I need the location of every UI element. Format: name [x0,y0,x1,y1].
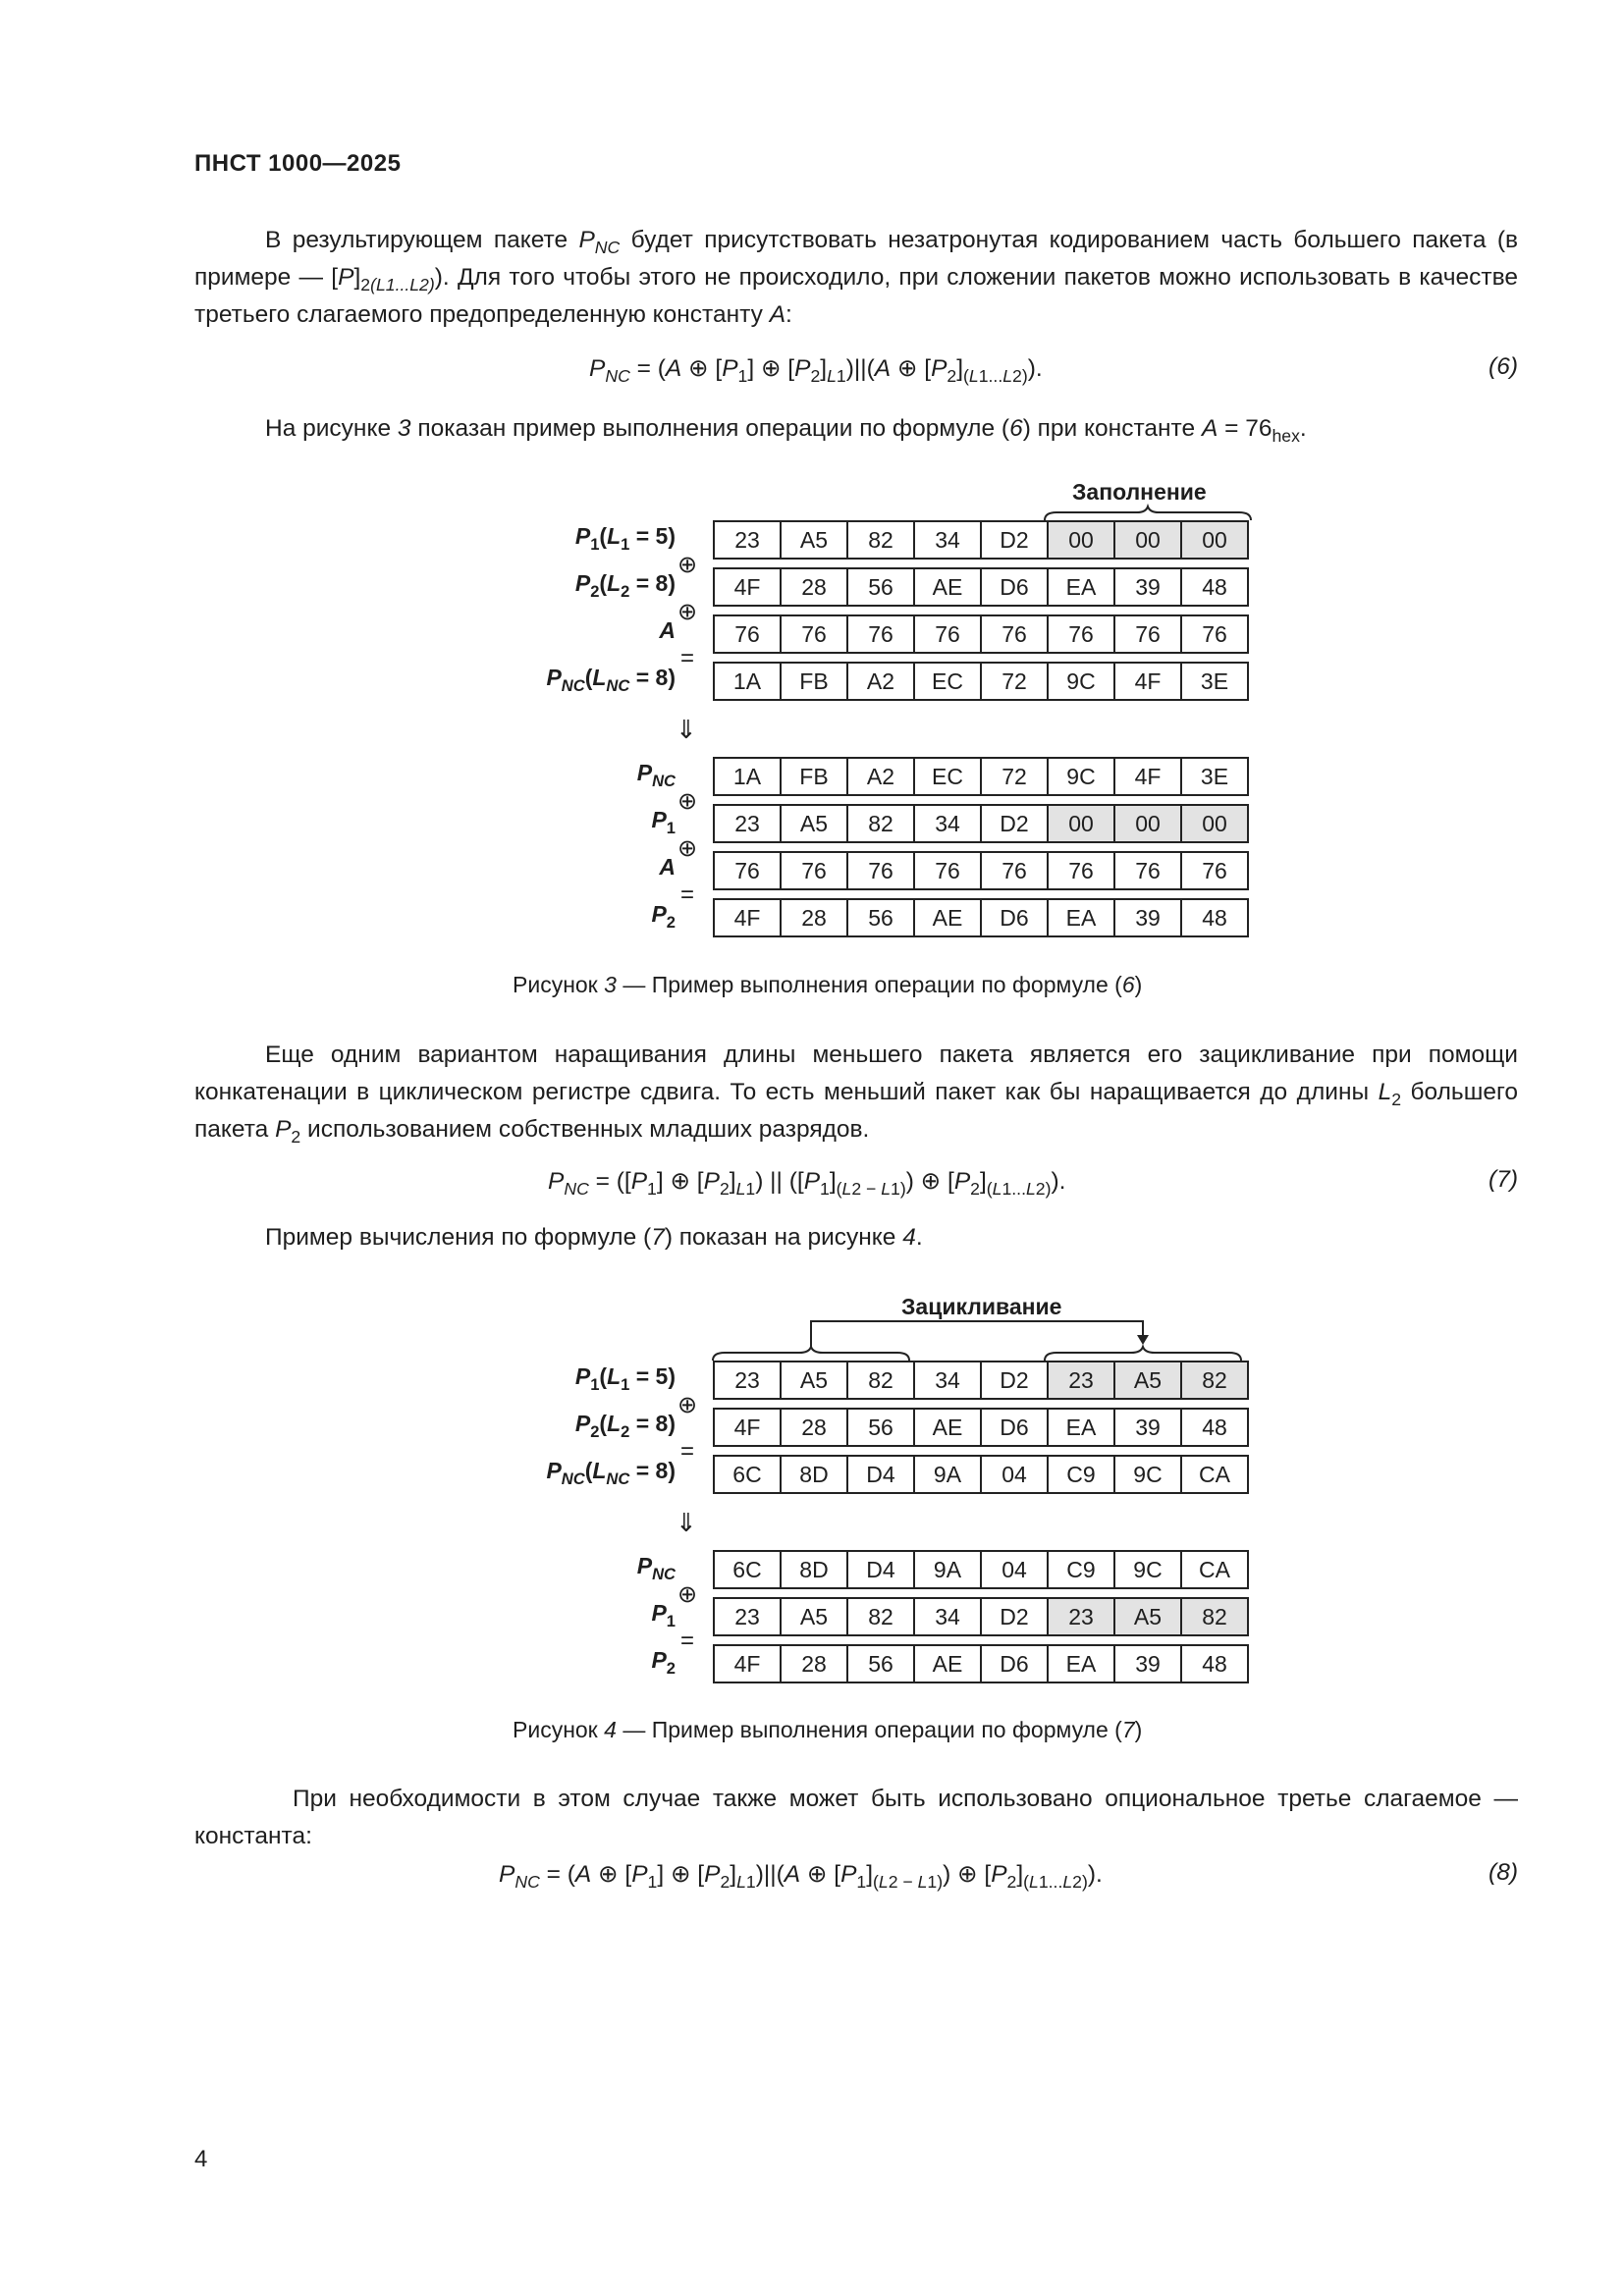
cell: A5 [781,805,847,842]
cell: 82 [1181,1598,1248,1635]
cell: 04 [981,1551,1048,1588]
cell: 39 [1114,1409,1181,1446]
cell: 4F [714,899,781,936]
cell: 28 [781,899,847,936]
fig3-caption: Рисунок 3 — Пример выполнения операции по формуле (6) [513,972,1143,997]
fig4-row-p2 [714,1409,1248,1446]
cell: A2 [847,758,914,795]
fig4-label-p1-2: $P_1$ [651,1600,676,1630]
cell: AE [914,899,981,936]
fig3-label-p2: $P_2(L_2 = 8)$ [574,570,676,601]
cell: 48 [1181,1409,1248,1446]
cell: 76 [781,852,847,889]
paragraph-5: При необходимости в этом случае также может быть использовано опциональное третье слагаемое — константа: [194,1786,1518,1849]
formula-7: $P_{NC} = ([P_1]$ ⊕ $[P_2]_{L1}$) || $([P_1]_{(L2 - L1)})$ ⊕ $[P_2]_{(L1...L2)}$). [548,1168,1066,1199]
fig3-row-p2 [714,568,1248,606]
cell: 9C [1048,758,1114,795]
cell: 34 [914,521,981,559]
cell: 4F [1114,758,1181,795]
cell: EC [914,758,981,795]
cell: 23 [1048,1362,1114,1399]
cell: D2 [981,521,1048,559]
cell: 72 [981,663,1048,700]
cell: 28 [781,1645,847,1682]
cell: 76 [714,615,781,653]
fig4-down-arrow: ⇓ [676,1508,697,1537]
cell: 76 [781,615,847,653]
cell: 23 [1048,1598,1114,1635]
fig4-table-b3 [713,1644,1249,1683]
fig3-op-1: ⊕ [677,552,698,578]
cell: 76 [847,852,914,889]
cell: 6C [714,1551,781,1588]
cell: D6 [981,1645,1048,1682]
cell: 48 [1181,899,1248,936]
cell: 3E [1181,663,1248,700]
cell: 9C [1114,1456,1181,1493]
cell: 9A [914,1456,981,1493]
fig3-label-p2-2: $P_2$ [651,901,676,932]
cell: 00 [1114,805,1181,842]
cell: 8D [781,1456,847,1493]
equation-number-8: (8) [1489,1859,1518,1886]
fig4-row-b2 [714,1598,1248,1635]
cell: 82 [847,805,914,842]
fig3-op-4: ⊕ [677,788,698,815]
cell: D2 [981,805,1048,842]
fig3-title: Заполнение [1072,479,1207,505]
cell: EC [914,663,981,700]
cell: 00 [1048,805,1114,842]
cell: 76 [1181,615,1248,653]
cell: 76 [714,852,781,889]
fig3-row-b2 [714,805,1248,842]
cell: 76 [1114,852,1181,889]
cell: 8D [781,1551,847,1588]
cell: 1A [714,663,781,700]
cell: EA [1048,899,1114,936]
cell: 1A [714,758,781,795]
fig3-down-arrow: ⇓ [676,715,697,744]
fig3-op-2: ⊕ [677,599,698,625]
fig3-label-a: A [659,617,676,643]
cell: D6 [981,1409,1048,1446]
fig4-title: Зацикливание [901,1294,1062,1319]
formula-6: $P_{NC} = (A$ ⊕ $[P_1]$ ⊕ $[P_2]_{L1})||(A$ ⊕ $[P_2]_{(L1...L2)}$). [589,355,1043,386]
cell: A5 [781,1598,847,1635]
paragraph-2: На рисунке 3 показан пример выполнения операции по формуле (6) при константе $A = 76_{hex}$. [265,415,1307,446]
cell: 56 [847,1645,914,1682]
cell: C9 [1048,1456,1114,1493]
cell: CA [1181,1551,1248,1588]
cell: 34 [914,1598,981,1635]
fig3-table-b2 [713,804,1249,843]
fig3-row-b1 [714,758,1248,795]
cell: 76 [1181,852,1248,889]
cell: AE [914,1645,981,1682]
cell: 34 [914,1362,981,1399]
document-header: ПНСТ 1000—2025 [194,150,402,177]
cell: 76 [981,852,1048,889]
page-number: 4 [194,2146,208,2172]
cell: AE [914,1409,981,1446]
fig3-row-p1 [714,521,1248,559]
cell: 23 [714,521,781,559]
cell: 00 [1181,521,1248,559]
cell: 4F [714,568,781,606]
cell: 00 [1048,521,1114,559]
cell: EA [1048,1645,1114,1682]
cell: 72 [981,758,1048,795]
fig4-row-b3 [714,1645,1248,1682]
fig3-op-3: = [679,645,694,671]
cell: A5 [1114,1598,1181,1635]
fig4-op-2: = [679,1438,694,1465]
fig4-brace [711,1319,1253,1362]
cell: 76 [847,615,914,653]
cell: 23 [714,1362,781,1399]
fig3-op-5: ⊕ [677,835,698,862]
fig4-label-pnc: $P_{NC}(L_{NC} = 8)$ [546,1458,676,1488]
fig4-label-p2: $P_2(L_2 = 8)$ [574,1411,676,1441]
fig3-label-pnc-2: $P_{NC}$ [636,760,676,790]
cell: D4 [847,1456,914,1493]
fig3-op-6: = [679,881,694,908]
cell: 00 [1181,805,1248,842]
fig4-op-4: = [679,1628,694,1654]
cell: D4 [847,1551,914,1588]
paragraph-1: В результирующем пакете $P_{NC}$ будет присутствовать незатронутая кодированием часть большего пакета (в примере — $[P]_{2(L1...L2)}$). Для того чтобы этого не происходило, при сложении пакетов можно использовать в качестве третьего слагаемого предопределенную константу A: [194,227,1519,328]
cell: A5 [781,521,847,559]
cell: 9C [1048,663,1114,700]
cell: EA [1048,568,1114,606]
fig4-row-p1 [714,1362,1248,1399]
cell: 48 [1181,1645,1248,1682]
cell: A5 [1114,1362,1181,1399]
cell: 34 [914,805,981,842]
fig4-table-b2 [713,1597,1249,1636]
fig3-table-top [713,520,1249,560]
cell: 82 [847,521,914,559]
fig4-label-p2-2: $P_2$ [651,1647,676,1678]
cell: EA [1048,1409,1114,1446]
cell: 4F [714,1645,781,1682]
cell: 9A [914,1551,981,1588]
cell: 39 [1114,899,1181,936]
fig4-row-b1 [714,1551,1248,1588]
cell: A5 [781,1362,847,1399]
equation-number-6: (6) [1489,353,1518,380]
cell: 39 [1114,1645,1181,1682]
formula-8: $P_{NC} = (A$ ⊕ $[P_1]$ ⊕ $[P_2]_{L1})||(A$ ⊕ $[P_1]_{(L2 - L1)}$) ⊕ $[P_2]_{(L1...L2)}$). [499,1861,1103,1892]
fig3-label-a-2: A [659,854,676,880]
equation-number-7: (7) [1489,1166,1518,1193]
cell: 82 [1181,1362,1248,1399]
cell: 56 [847,568,914,606]
paragraph-4: Пример вычисления по формуле (7) показан на рисунке 4. [265,1224,923,1251]
fig3-table-pnc [713,662,1249,701]
cell: 23 [714,1598,781,1635]
fig4-op-1: ⊕ [677,1392,698,1418]
cell: 82 [847,1362,914,1399]
cell: 9C [1114,1551,1181,1588]
cell: 82 [847,1598,914,1635]
cell: 6C [714,1456,781,1493]
cell: D2 [981,1362,1048,1399]
cell: 76 [914,615,981,653]
cell: 56 [847,899,914,936]
cell: 76 [914,852,981,889]
fig3-table-b4 [713,898,1249,937]
fig3-label-p1-2: $P_1$ [651,807,676,837]
cell: 23 [714,805,781,842]
cell: 76 [1048,852,1114,889]
fig4-caption: Рисунок 4 — Пример выполнения операции по формуле (7) [513,1717,1143,1742]
fig4-label-p1: $P_1(L_1 = 5)$ [574,1363,676,1394]
fig4-row-pnc [714,1456,1248,1493]
cell: 3E [1181,758,1248,795]
cell: C9 [1048,1551,1114,1588]
cell: 28 [781,1409,847,1446]
cell: D2 [981,1598,1048,1635]
fig4-table-b1 [713,1550,1249,1589]
cell: 56 [847,1409,914,1446]
fig3-row-pnc [714,663,1248,700]
fig3-row-b3 [714,852,1248,889]
fig3-row-a [714,615,1248,653]
fig3-table-p2 [713,567,1249,607]
cell: 76 [1048,615,1114,653]
cell: 00 [1114,521,1181,559]
fig3-row-b4 [714,899,1248,936]
cell: 04 [981,1456,1048,1493]
fig3-table-b3 [713,851,1249,890]
fig3-table-b1 [713,757,1249,796]
cell: 76 [981,615,1048,653]
cell: FB [781,663,847,700]
cell: 39 [1114,568,1181,606]
fig3-label-pnc: $P_{NC}(L_{NC} = 8)$ [546,665,676,695]
fig4-label-pnc-2: $P_{NC}$ [636,1553,676,1583]
cell: 4F [714,1409,781,1446]
fig4-table-pnc [713,1455,1249,1494]
cell: D6 [981,899,1048,936]
fig4-op-3: ⊕ [677,1581,698,1608]
cell: 4F [1114,663,1181,700]
paragraph-3: Еще одним вариантом наращивания длины меньшего пакета является его зацикливание при помощи конкатенации в циклическом регистре сдвига. То есть меньший пакет как бы наращивается до длины $L_2$ большего пакета $P_2$ использованием собственных младших разрядов. [194,1041,1518,1147]
cell: FB [781,758,847,795]
fig4-table-p2 [713,1408,1249,1447]
cell: AE [914,568,981,606]
fig3-label-p1: $P_1(L_1 = 5)$ [574,523,676,554]
cell: 48 [1181,568,1248,606]
cell: A2 [847,663,914,700]
fig4-table-p1 [713,1361,1249,1400]
fig3-table-a [713,614,1249,654]
cell: D6 [981,568,1048,606]
cell: CA [1181,1456,1248,1493]
cell: 76 [1114,615,1181,653]
cell: 28 [781,568,847,606]
